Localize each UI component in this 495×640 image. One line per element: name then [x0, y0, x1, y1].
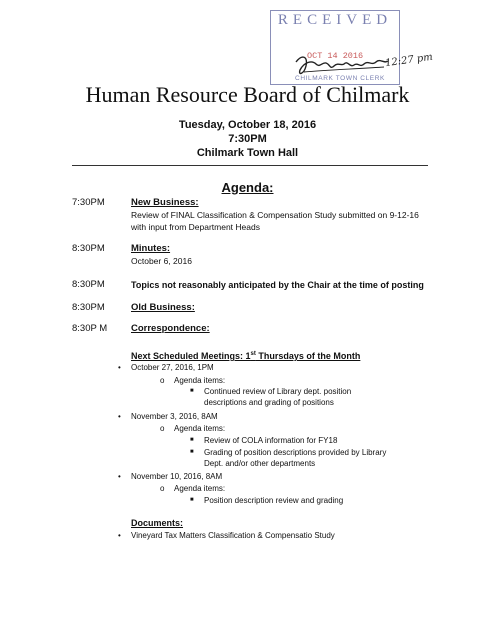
square-bullet-icon: ■: [190, 437, 194, 443]
bullet-icon: •: [118, 363, 121, 372]
item-text: October 6, 2016: [131, 256, 192, 266]
item-heading: New Business:: [131, 197, 199, 208]
meeting-date: November 10, 2016, 8AM: [131, 472, 223, 481]
agenda-item-new-business: [131, 197, 421, 233]
meeting-date: October 27, 2016, 1PM: [131, 363, 214, 372]
bullet-icon: •: [118, 412, 121, 421]
item-time: 8:30P M: [72, 323, 108, 334]
agenda-item-minutes: [131, 243, 421, 267]
agenda-item: Continued review of Library dept. position descriptions and grading of positions: [204, 387, 352, 407]
item-time: 8:30PM: [72, 243, 105, 254]
agenda-items-label: Agenda items:: [174, 484, 226, 493]
document-item: Vineyard Tax Matters Classification & Compensatio Study: [131, 531, 335, 540]
board-title: Human Resource Board of Chilmark: [85, 82, 410, 107]
stamp-word: RECEIVED: [277, 12, 393, 28]
next-meetings-heading: Next Scheduled Meetings: 1st Thursdays of the Month: [131, 351, 361, 361]
documents-section: [131, 517, 421, 529]
agenda-item-topics: [131, 279, 431, 291]
agenda-item-correspondence: [131, 323, 421, 335]
agenda-item: Review of COLA information for FY18: [204, 436, 338, 445]
square-bullet-icon: ■: [190, 388, 194, 394]
agenda-items-label: Agenda items:: [174, 376, 226, 385]
agenda-items-label: Agenda items:: [174, 424, 226, 433]
circle-bullet-icon: o: [160, 376, 165, 385]
agenda-item-old-business: [131, 302, 421, 314]
item-time: 8:30PM: [72, 302, 105, 313]
agenda-item: Position description review and grading: [204, 496, 344, 505]
bullet-icon: •: [118, 531, 121, 540]
item-heading: Minutes:: [131, 243, 171, 254]
circle-bullet-icon: o: [160, 484, 165, 493]
meeting-location: Chilmark Town Hall: [196, 147, 299, 159]
documents-heading: Documents:: [131, 518, 184, 528]
item-heading: Correspondence:: [131, 323, 210, 334]
item-text: Review of FINAL Classification & Compensation Study submitted on 9-12-16 with input from Department Heads: [131, 210, 419, 232]
item-time: 7:30PM: [72, 197, 105, 208]
stamp-date: OCT 14 2016: [307, 51, 364, 61]
square-bullet-icon: ■: [190, 449, 194, 455]
stamp-clerk: CHILMARK TOWN CLERK: [295, 75, 385, 82]
divider: [72, 165, 428, 166]
handwritten-signature: [294, 52, 394, 82]
agenda-heading: Agenda:: [221, 180, 274, 195]
signed-time: 12:27 pm: [384, 51, 434, 70]
agenda-item: Grading of position descriptions provided by Library Dept. and/or other departments: [204, 448, 387, 468]
meeting-date: November 3, 2016, 8AM: [131, 412, 218, 421]
bullet-icon: •: [118, 472, 121, 481]
item-time: 8:30PM: [72, 279, 105, 290]
item-text: Topics not reasonably anticipated by the Chair at the time of posting: [131, 280, 424, 290]
meeting-time: 7:30PM: [228, 133, 267, 145]
square-bullet-icon: ■: [190, 497, 194, 503]
circle-bullet-icon: o: [160, 424, 165, 433]
meeting-date: Tuesday, October 18, 2016: [178, 119, 317, 131]
item-heading: Old Business:: [131, 302, 195, 313]
